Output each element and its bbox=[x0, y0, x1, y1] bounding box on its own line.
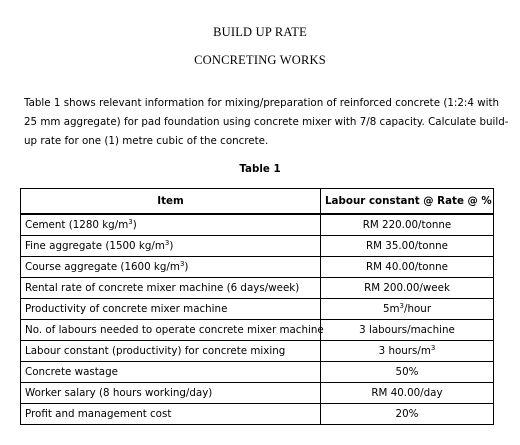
paragraph-line: 25 mm aggregate) for pad foundation using concrete mixer with 7/8 capacity. Calculate build- bbox=[24, 116, 509, 128]
cell-item: No. of labours needed to operate concrete mixer machine bbox=[21, 320, 321, 341]
cell-rate: RM 200.00/week bbox=[321, 278, 494, 299]
rates-table bbox=[20, 188, 494, 425]
cell-item: Concrete wastage bbox=[21, 362, 321, 383]
table-row bbox=[21, 236, 494, 257]
question-paragraph bbox=[24, 94, 509, 151]
cell-item: Course aggregate (1600 $kg/m^3$) bbox=[21, 257, 321, 278]
cell-item: Fine aggregate (1500 $kg/m^3$) bbox=[21, 236, 321, 257]
table-row bbox=[21, 278, 494, 299]
table-header-row bbox=[21, 189, 494, 215]
paragraph-line: Table 1 shows relevant information for mixing/preparation of reinforced concrete (1:2:4 with bbox=[24, 97, 500, 109]
cell-item: Cement (1280 $kg/m^3$) bbox=[21, 214, 321, 236]
table-body bbox=[21, 214, 494, 425]
paragraph-line: up rate for one (1) metre cubic of the concrete. bbox=[24, 135, 269, 147]
cell-rate: RM 220.00/tonne bbox=[321, 214, 494, 236]
cell-rate: $5m^3$/hour bbox=[321, 299, 494, 320]
table-row bbox=[21, 404, 494, 425]
cell-rate: 50% bbox=[321, 362, 494, 383]
cell-item: Worker salary (8 hours working/day) bbox=[21, 383, 321, 404]
cell-rate: RM 35.00/tonne bbox=[321, 236, 494, 257]
table-caption: Table 1 bbox=[239, 163, 281, 175]
cell-item: Rental rate of concrete mixer machine (6 days/week) bbox=[21, 278, 321, 299]
table-row bbox=[21, 362, 494, 383]
cell-rate: RM 40.00/day bbox=[321, 383, 494, 404]
cell-rate: RM 40.00/tonne bbox=[321, 257, 494, 278]
cell-rate: 20% bbox=[321, 404, 494, 425]
cell-rate: 3 labours/machine bbox=[321, 320, 494, 341]
table-row bbox=[21, 257, 494, 278]
cell-item: Labour constant (productivity) for concrete mixing bbox=[21, 341, 321, 362]
document-title: BUILD UP RATE bbox=[213, 25, 307, 39]
table-row bbox=[21, 214, 494, 236]
cell-item: Profit and management cost bbox=[21, 404, 321, 425]
header-rate: Labour constant @ Rate @ % bbox=[321, 189, 494, 215]
header-item: Item bbox=[21, 189, 321, 215]
document-subtitle: CONCRETING WORKS bbox=[194, 53, 326, 67]
cell-item: Productivity of concrete mixer machine bbox=[21, 299, 321, 320]
cell-rate: 3 hours/$m^3$ bbox=[321, 341, 494, 362]
table-row bbox=[21, 320, 494, 341]
table-row bbox=[21, 299, 494, 320]
table-row bbox=[21, 383, 494, 404]
table-row bbox=[21, 341, 494, 362]
